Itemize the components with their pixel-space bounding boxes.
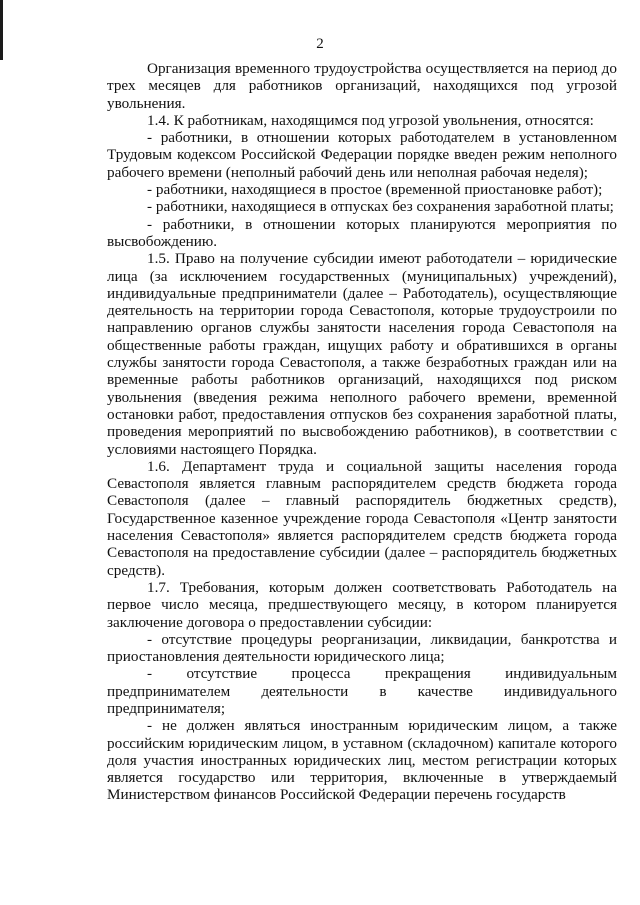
list-item-downtime: - работники, находящиеся в простое (временной приостановке работ); bbox=[147, 181, 603, 199]
list-item-part-time: - работники, в отношении которых работодателем в установленном Трудовым кодексом Российской Федерации порядке введен режим неполного рабочего времени (неполный рабочий день или неполная рабочая неделя); bbox=[107, 129, 617, 181]
paragraph-1-4: 1.4. К работникам, находящимся под угрозой увольнения, относятся: bbox=[147, 111, 594, 129]
paragraph-1-6: 1.6. Департамент труда и социальной защиты населения города Севастополя является главным распорядителем средств бюджета города Севастополя (далее – главный распорядитель бюджетных средств), Государственное казенное учреждение города Севастополя «Центр занятости населения Севастополя» является распорядителем средств бюджета города Севастополя на предоставление субсидии (далее – распорядитель бюджетных средств). bbox=[107, 457, 617, 579]
document-body bbox=[107, 60, 617, 804]
paragraph-intro: Организация временного трудоустройства осуществляется на период до трех месяцев для работников организаций, находящихся под угрозой увольнения. bbox=[107, 60, 617, 112]
paragraph-1-5: 1.5. Право на получение субсидии имеют работодатели – юридические лица (за исключением государственных (муниципальных) учреждений), индивидуальные предприниматели (далее – Работодатель), осуществляющие деятельность на территории города Севастополя, которые трудоустроили по направлению органов службы занятости населения города Севастополя на общественные работы граждан, ищущих работу и обратившихся в органы службы занятости города Севастополя, а также безработных граждан или на временные работы работников организаций, находящихся под риском увольнения (введения режима неполного рабочего времени, временной остановки работ, предоставления отпусков без сохранения заработной платы, проведения мероприятий по высвобождению работников), в соответствии с условиями настоящего Порядка. bbox=[107, 250, 617, 458]
list-item-termination: - отсутствие процесса прекращения индивидуальным предпринимателем деятельности в качестве индивидуального предпринимателя; bbox=[107, 665, 617, 717]
list-item-foreign-entity: - не должен являться иностранным юридическим лицом, а также российским юридическим лицом, в уставном (складочном) капитале которого доля участия иностранных юридических лиц, местом регистрации которых является государство или территория, включенные в утверждаемый Министерством финансов Российской Федерации перечень государств bbox=[107, 717, 617, 804]
list-item-unpaid-leave: - работники, находящиеся в отпусках без сохранения заработной платы; bbox=[147, 198, 614, 216]
page-number: 2 bbox=[316, 36, 324, 52]
paragraph-1-7: 1.7. Требования, которым должен соответствовать Работодатель на первое число месяца, предшествующего месяцу, в котором планируется заключение договора о предоставлении субсидии: bbox=[107, 578, 617, 631]
list-item-release: - работники, в отношении которых планируются мероприятия по высвобождению. bbox=[107, 215, 617, 250]
list-item-reorganization: - отсутствие процедуры реорганизации, ликвидации, банкротства и приостановления деятельности юридического лица; bbox=[107, 630, 617, 666]
